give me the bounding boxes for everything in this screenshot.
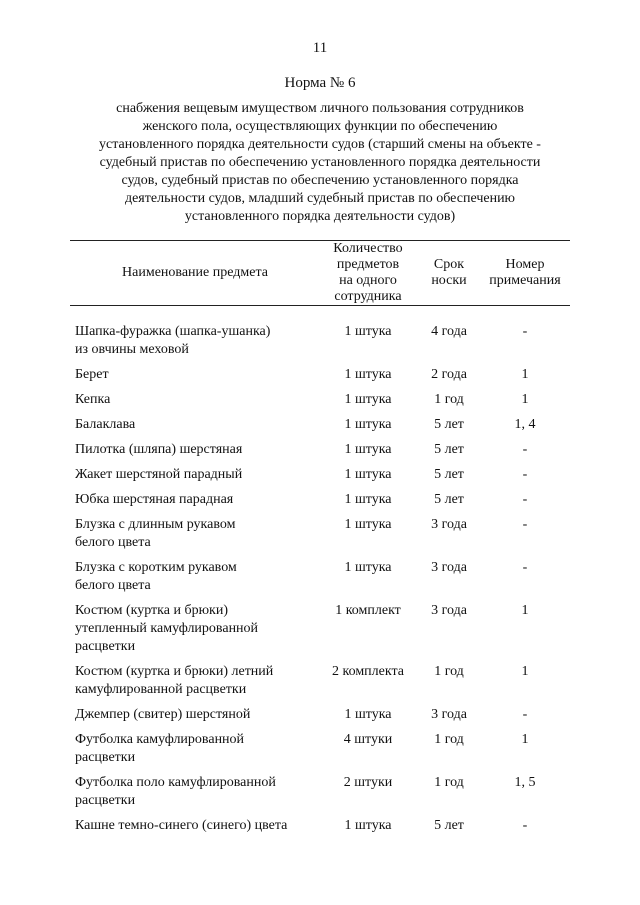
item-name <box>70 413 318 438</box>
item-note-number: - <box>522 324 528 339</box>
item-wear-term: 5 лет <box>434 818 464 833</box>
item-quantity: 4 штуки <box>343 732 393 747</box>
table-row <box>70 306 570 364</box>
table-row <box>70 771 570 814</box>
item-note-number: - <box>522 517 528 532</box>
item-name-line: Футболка камуфлированной <box>75 732 245 747</box>
item-quantity: 1 штука <box>344 367 392 382</box>
table-row <box>70 814 570 839</box>
table-body <box>70 306 570 840</box>
table-row <box>70 599 570 660</box>
item-note-number: 1 <box>521 603 529 618</box>
item-name <box>70 513 318 556</box>
item-quantity: 2 штуки <box>343 775 393 790</box>
item-name <box>70 599 318 660</box>
item-name <box>70 771 318 814</box>
item-name <box>70 488 318 513</box>
item-quantity: 1 штука <box>344 560 392 575</box>
item-name-line: Жакет шерстяной парадный <box>75 467 243 482</box>
item-name <box>70 438 318 463</box>
item-wear-term: 1 год <box>434 392 464 407</box>
item-wear-term: 5 лет <box>434 442 464 457</box>
item-name-line: Юбка шерстяная парадная <box>75 492 234 507</box>
header-line: примечания <box>489 273 561 288</box>
item-name <box>70 556 318 599</box>
item-note-number: 1 <box>521 732 529 747</box>
table-row <box>70 438 570 463</box>
item-name-line: Пилотка (шляпа) шерстяная <box>75 442 243 457</box>
item-name-line: Кашне темно-синего (синего) цвета <box>75 818 288 833</box>
item-name-line: расцветки <box>75 793 136 808</box>
document-title: Норма № 6 <box>284 75 356 91</box>
item-wear-term: 5 лет <box>434 417 464 432</box>
item-name-line: белого цвета <box>75 535 151 550</box>
item-wear-term: 1 год <box>434 664 464 679</box>
table-row <box>70 660 570 703</box>
header-item-name: Наименование предмета <box>70 241 318 306</box>
item-name-line: Костюм (куртка и брюки) летний <box>75 664 274 679</box>
item-name-line: Футболка поло камуфлированной <box>75 775 276 790</box>
table-header-row <box>70 241 570 306</box>
item-note-number: 1 <box>521 664 529 679</box>
header-line: предметов <box>336 257 400 272</box>
item-note-number: - <box>522 707 528 722</box>
item-note-number: 1, 5 <box>514 775 536 790</box>
item-quantity: 1 комплект <box>335 603 401 618</box>
header-line: на одного <box>339 273 397 288</box>
item-name <box>70 728 318 771</box>
item-name-line: утепленный камуфлированной <box>75 621 259 636</box>
item-wear-term: 1 год <box>434 775 464 790</box>
table-row <box>70 363 570 388</box>
header-wear-term <box>418 241 480 306</box>
table-row <box>70 703 570 728</box>
table-row <box>70 488 570 513</box>
item-note-number: - <box>522 818 528 833</box>
item-quantity: 1 штука <box>344 392 392 407</box>
table-row <box>70 463 570 488</box>
document-subtitle <box>70 100 570 226</box>
item-name <box>70 306 318 364</box>
item-wear-term: 4 года <box>431 324 467 339</box>
item-name-line: расцветки <box>75 639 136 654</box>
item-wear-term: 2 года <box>431 367 467 382</box>
item-name-line: белого цвета <box>75 578 151 593</box>
item-name-line: Балаклава <box>75 417 136 432</box>
item-note-number: 1, 4 <box>514 417 536 432</box>
subtitle-line: женского пола, осуществляющих функции по обеспечению <box>142 119 498 134</box>
item-wear-term: 5 лет <box>434 492 464 507</box>
item-note-number: - <box>522 467 528 482</box>
item-quantity: 1 штука <box>344 467 392 482</box>
item-quantity: 1 штука <box>344 417 392 432</box>
item-name-line: Берет <box>75 367 109 382</box>
item-quantity: 1 штука <box>344 324 392 339</box>
item-name-line: Шапка-фуражка (шапка-ушанка) <box>75 324 271 339</box>
header-line: Номер <box>505 257 545 272</box>
header-note-number <box>480 241 570 306</box>
item-quantity: 1 штука <box>344 442 392 457</box>
table-row <box>70 513 570 556</box>
item-name <box>70 703 318 728</box>
norms-table <box>70 240 570 839</box>
item-note-number: - <box>522 560 528 575</box>
subtitle-line: снабжения вещевым имуществом личного пользования сотрудников <box>116 101 524 116</box>
item-name <box>70 814 318 839</box>
item-wear-term: 3 года <box>431 707 467 722</box>
item-name-line: Костюм (куртка и брюки) <box>75 603 228 618</box>
item-wear-term: 3 года <box>431 517 467 532</box>
subtitle-line: установленного порядка деятельности судов) <box>184 209 456 224</box>
item-name-line: из овчины меховой <box>75 342 189 357</box>
item-name-line: Блузка с коротким рукавом <box>75 560 237 575</box>
header-line: Срок <box>433 257 465 272</box>
item-wear-term: 5 лет <box>434 467 464 482</box>
item-note-number: - <box>522 442 528 457</box>
item-name-line: Блузка с длинным рукавом <box>75 517 236 532</box>
item-name <box>70 463 318 488</box>
page-number: 11 <box>312 40 328 56</box>
header-line: Количество <box>333 241 403 256</box>
item-quantity: 1 штука <box>344 818 392 833</box>
item-quantity: 2 комплекта <box>332 664 404 679</box>
item-name-line: Джемпер (свитер) шерстяной <box>75 707 251 722</box>
item-wear-term: 3 года <box>431 603 467 618</box>
header-line: сотрудника <box>334 289 402 304</box>
item-name-line: Кепка <box>75 392 111 407</box>
subtitle-line: деятельности судов, младший судебный пристав по обеспечению <box>124 191 516 206</box>
item-name-line: расцветки <box>75 750 136 765</box>
item-note-number: 1 <box>521 392 529 407</box>
item-note-number: 1 <box>521 367 529 382</box>
item-name <box>70 660 318 703</box>
table-row <box>70 388 570 413</box>
item-wear-term: 1 год <box>434 732 464 747</box>
table-row <box>70 413 570 438</box>
item-name-line: камуфлированной расцветки <box>75 682 247 697</box>
item-name <box>70 388 318 413</box>
item-note-number: - <box>522 492 528 507</box>
subtitle-line: судов, судебный пристав по обеспечению установленного порядка <box>121 173 519 188</box>
table-row <box>70 556 570 599</box>
subtitle-line: судебный пристав по обеспечению установленного порядка деятельности <box>99 155 541 170</box>
subtitle-line: установленного порядка деятельности судов (старший смены на объекте - <box>99 137 541 152</box>
header-quantity <box>318 241 418 306</box>
item-name <box>70 363 318 388</box>
item-quantity: 1 штука <box>344 492 392 507</box>
item-quantity: 1 штука <box>344 707 392 722</box>
item-wear-term: 3 года <box>431 560 467 575</box>
header-line: носки <box>431 273 467 288</box>
table-row <box>70 728 570 771</box>
item-quantity: 1 штука <box>344 517 392 532</box>
